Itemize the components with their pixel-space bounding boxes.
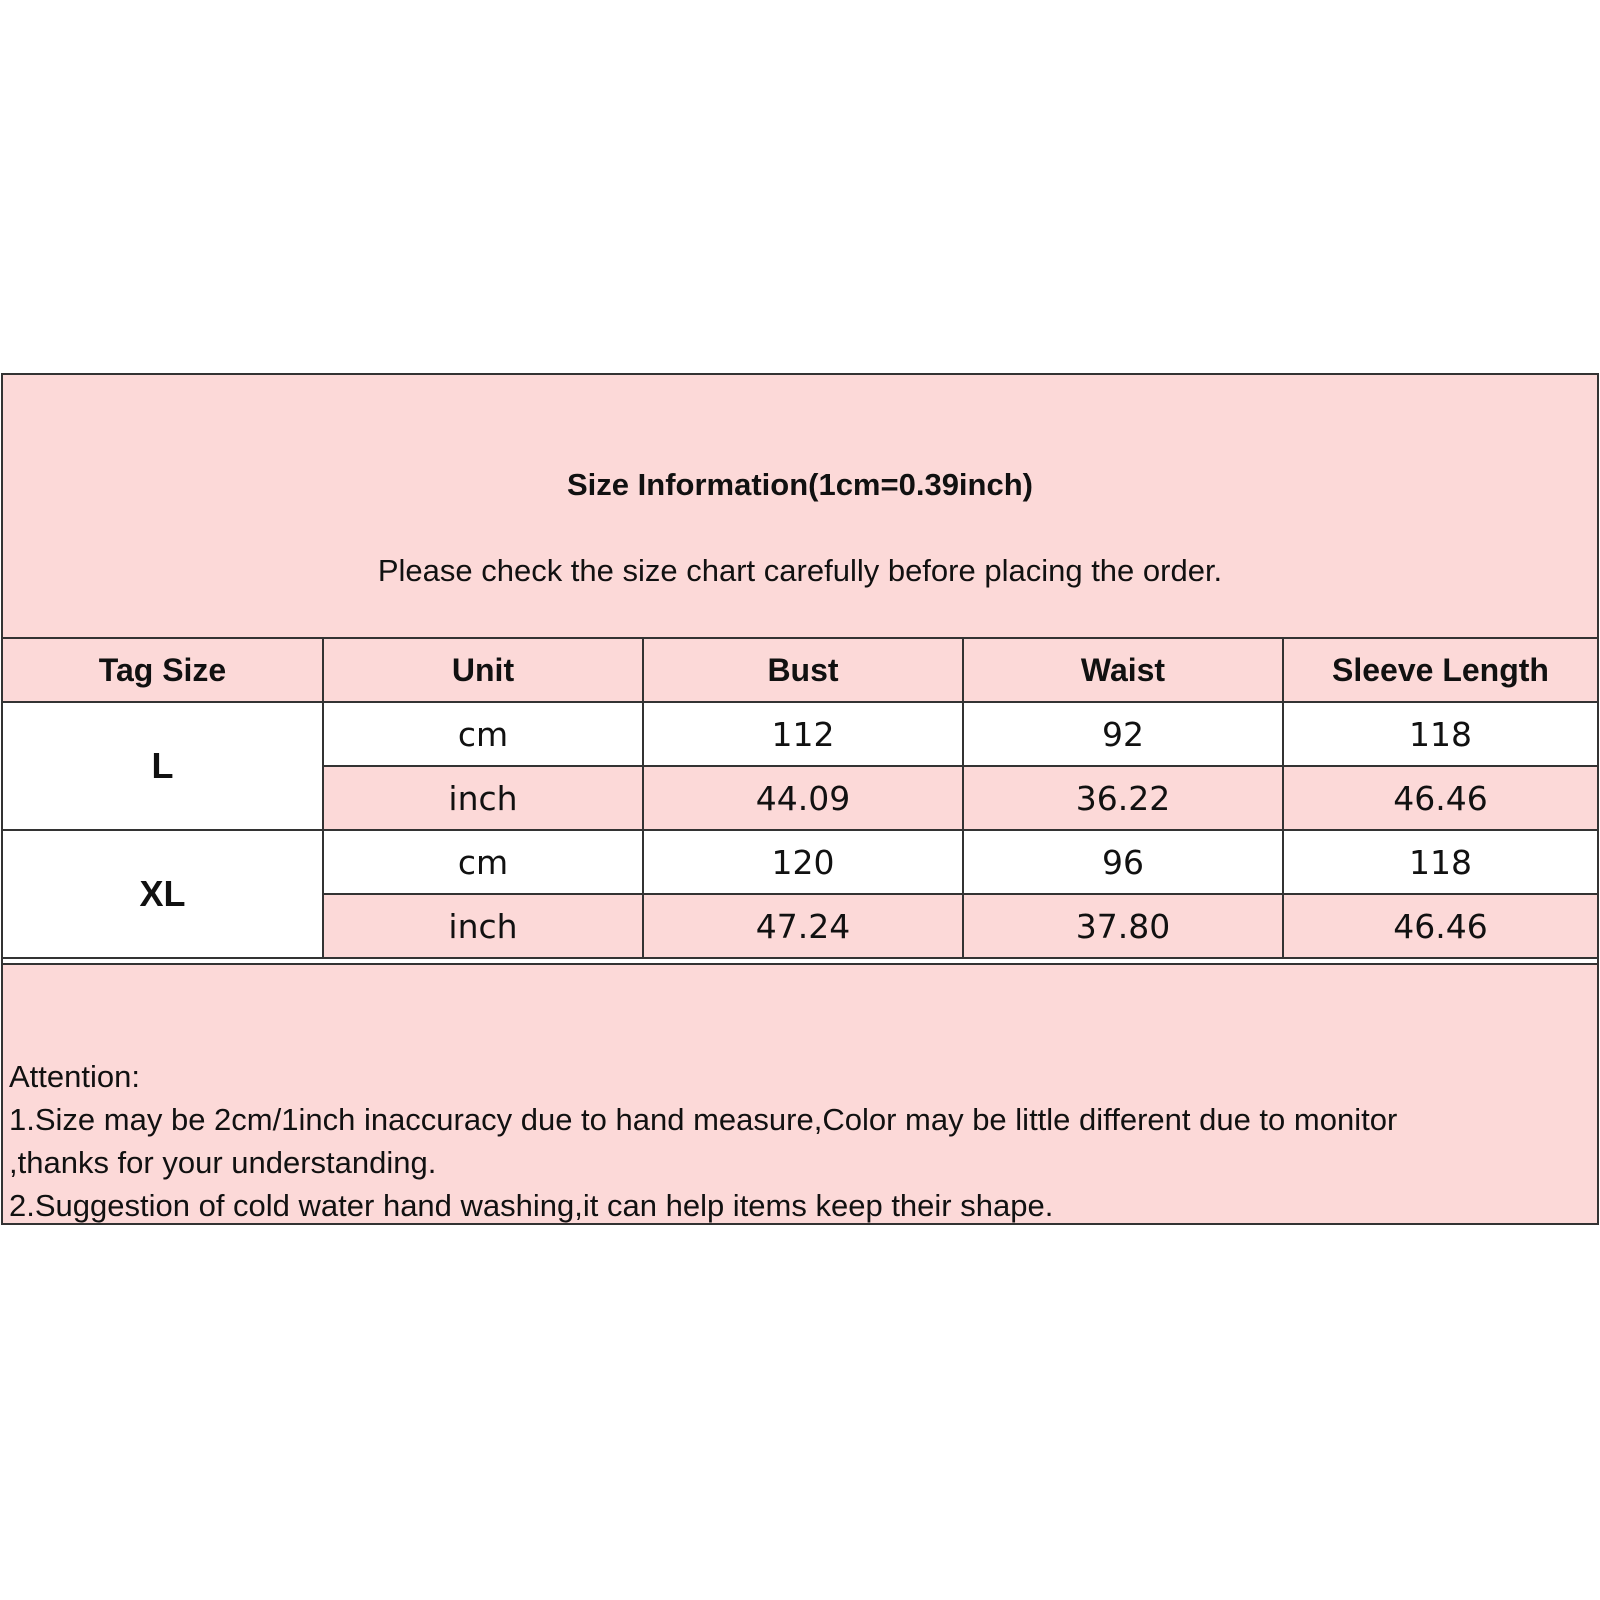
attention-line: 2.Suggestion of cold water hand washing,it can help items keep their shape. — [9, 1188, 1054, 1223]
attention-line: 1.Size may be 2cm/1inch inaccuracy due to hand measure,Color may be little different due to monitor — [9, 1102, 1398, 1137]
attention-line: ,thanks for your understanding. — [9, 1145, 437, 1180]
bust-cell: 44.09 — [643, 766, 963, 830]
sleeve-length-cell: 118 — [1283, 830, 1597, 894]
chart-title: Size Information(1cm=0.39inch) — [567, 467, 1033, 502]
unit-cell: inch — [323, 766, 643, 830]
tag-size-cell: L — [3, 702, 323, 830]
sleeve-length-cell: 118 — [1283, 702, 1597, 766]
table-header-row — [3, 638, 1597, 702]
sleeve-length-cell: 46.46 — [1283, 766, 1597, 830]
waist-cell: 36.22 — [963, 766, 1283, 830]
sleeve-length-cell: 46.46 — [1283, 894, 1597, 958]
size-chart — [1, 373, 1599, 1225]
unit-cell: inch — [323, 894, 643, 958]
waist-cell: 37.80 — [963, 894, 1283, 958]
waist-cell: 92 — [963, 702, 1283, 766]
header-waist: Waist — [963, 638, 1283, 702]
header-sleeve-length: Sleeve Length — [1283, 638, 1597, 702]
size-table — [3, 637, 1597, 959]
attention-section — [3, 963, 1597, 1223]
unit-cell: cm — [323, 830, 643, 894]
header-bust: Bust — [643, 638, 963, 702]
header-unit: Unit — [323, 638, 643, 702]
size-chart-header — [3, 375, 1597, 637]
table-row — [3, 702, 1597, 766]
waist-cell: 96 — [963, 830, 1283, 894]
table-row — [3, 830, 1597, 894]
header-tag-size: Tag Size — [3, 638, 323, 702]
bust-cell: 47.24 — [643, 894, 963, 958]
chart-subtitle: Please check the size chart carefully before placing the order. — [377, 553, 1223, 588]
tag-size-cell: XL — [3, 830, 323, 958]
bust-cell: 120 — [643, 830, 963, 894]
unit-cell: cm — [323, 702, 643, 766]
attention-heading: Attention: — [9, 1059, 140, 1094]
bust-cell: 112 — [643, 702, 963, 766]
attention-notes — [9, 1055, 1589, 1227]
